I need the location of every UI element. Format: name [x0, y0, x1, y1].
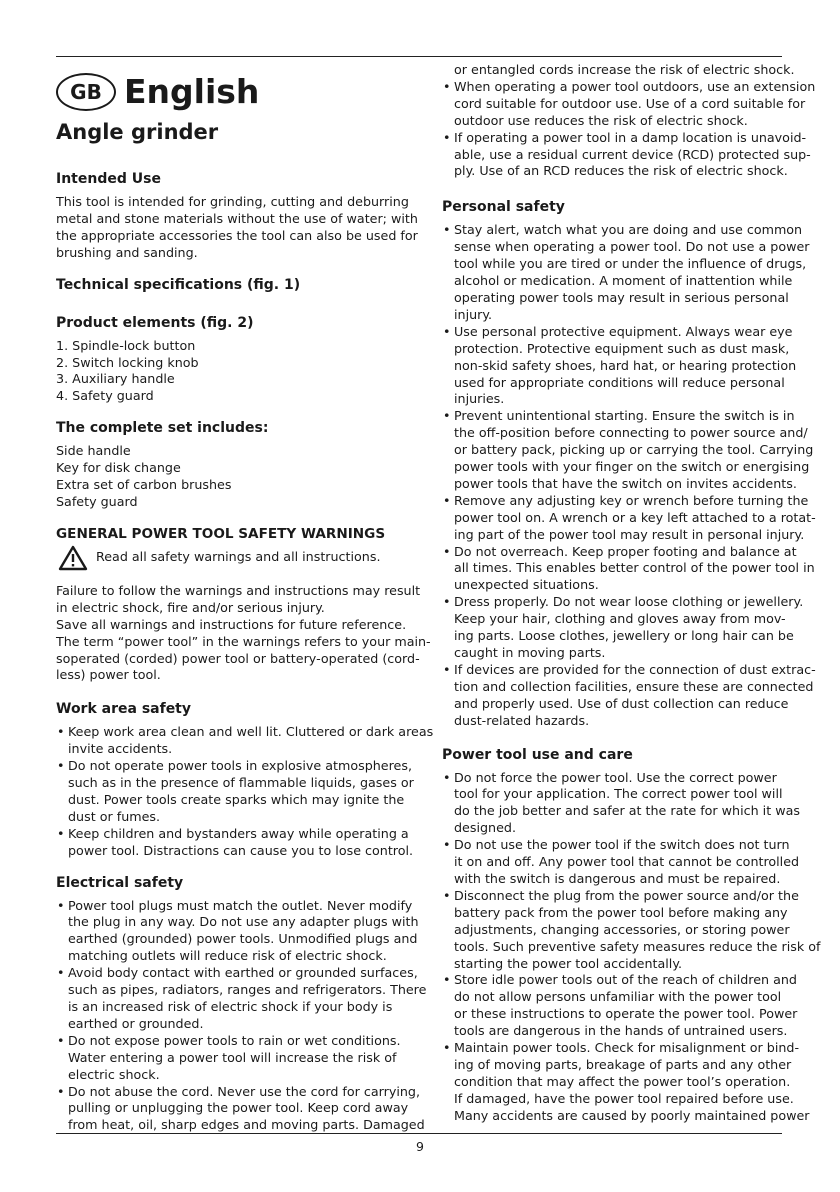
- bullet-line: • Remove any adjusting key or wrench before turning the: [454, 492, 809, 508]
- bullet-item: [56, 897, 419, 966]
- bullet-line: invite accidents.: [68, 741, 173, 757]
- page-number: 9: [416, 1139, 424, 1154]
- bullet-line: • Do not use the power tool if the switch does not turn: [454, 837, 790, 853]
- bullet-line: protection. Protective equipment such as dust mask,: [454, 340, 790, 356]
- bullet-line: dust-related hazards.: [454, 712, 590, 728]
- text-line: 1. Spindle-lock button: [56, 337, 196, 353]
- bullet-line: is an increased risk of electric shock if your body is: [68, 999, 393, 1014]
- heading-complete-set: The complete set includes:: [56, 420, 269, 437]
- bullet-line: earthed (grounded) power tools. Unmodified plugs and: [68, 931, 418, 947]
- bullet-item: [442, 661, 816, 730]
- personal-safety-list: [442, 222, 816, 729]
- bullet-line: tools. Such preventive safety measures reduce the risk of: [454, 938, 821, 954]
- power-tool-use-list: [442, 769, 821, 1125]
- bullet-line: battery pack from the power tool before making any: [454, 904, 788, 920]
- heading-personal-safety: Personal safety: [442, 199, 565, 216]
- bullet-line: If damaged, have the power tool repaired before use.: [454, 1090, 794, 1106]
- bullet-line: the off-position before connecting to power source and/: [454, 425, 808, 441]
- bullet-line: sense when operating a power tool. Do not use a power: [454, 239, 810, 255]
- bullet-line: • Keep work area clean and well lit. Cluttered or dark areas: [68, 724, 434, 740]
- text-line: 4. Safety guard: [56, 388, 154, 404]
- bullet-line: • Keep children and bystanders away while operating a: [68, 825, 409, 841]
- bullet-line: • Store idle power tools out of the reach of children and: [454, 972, 797, 988]
- bullet-item: [442, 323, 797, 409]
- bullet-line: tools are dangerous in the hands of untrained users.: [454, 1023, 788, 1039]
- product-elements-list: [56, 338, 401, 406]
- bullet-item: [442, 887, 821, 973]
- bullet-line: Keep your hair, clothing and gloves away from mov-: [454, 611, 786, 627]
- bullet-line: • Prevent unintentional starting. Ensure the switch is in: [454, 408, 795, 424]
- language-title: English: [124, 71, 260, 111]
- bullet-line: condition that may affect the power tool’s operation.: [454, 1073, 791, 1089]
- bullet-item: [442, 837, 800, 888]
- heading-work-area-safety: Work area safety: [56, 701, 192, 718]
- bullet-line: Many accidents are caused by poorly maintained power: [454, 1107, 810, 1123]
- bullet-line: with the switch is dangerous and must be repaired.: [454, 870, 781, 886]
- bullet-line: • Do not overreach. Keep proper footing and balance at: [454, 543, 797, 559]
- bullet-line: unexpected situations.: [454, 577, 599, 593]
- bullet-line: ply. Use of an RCD reduces the risk of electric shock.: [454, 163, 788, 179]
- general-warnings-text: [56, 582, 431, 684]
- bullet-item: [56, 724, 434, 758]
- bullet-line: the plug in any way. Do not use any adapter plugs with: [68, 914, 419, 930]
- bullet-item: [442, 769, 800, 838]
- intended-use-text: [56, 194, 418, 262]
- text-line: Safety guard: [56, 493, 138, 509]
- text-line: Side handle: [56, 443, 131, 459]
- bullet-line: injuries.: [454, 391, 505, 407]
- bullet-line: power tool. Distractions can cause you to lose control.: [68, 842, 414, 858]
- bullet-line: tion and collection facilities, ensure these are connected: [454, 678, 814, 694]
- text-line: This tool is intended for grinding, cutting and deburring: [56, 194, 409, 209]
- bullet-item: [442, 972, 798, 1040]
- bullet-line: non-skid safety shoes, hard hat, or hearing protection: [454, 357, 797, 373]
- bullet-line: • Maintain power tools. Check for misalignment or bind-: [454, 1040, 800, 1056]
- bullet-line: • Do not expose power tools to rain or wet conditions.: [68, 1032, 401, 1048]
- warning-row: [58, 543, 401, 573]
- bullet-line: alcohol or medication. A moment of inattention while: [454, 273, 793, 289]
- bullet-line: pulling or unplugging the power tool. Keep cord away: [68, 1100, 409, 1116]
- bullet-line: all times. This enables better control of the power tool in: [454, 560, 815, 576]
- bullet-item: [442, 78, 816, 130]
- text-line: or entangled cords increase the risk of electric shock.: [454, 62, 795, 77]
- bullet-line: • Avoid body contact with earthed or grounded surfaces,: [68, 965, 418, 981]
- bullet-line: ing of moving parts, breakage of parts and any other: [454, 1056, 792, 1072]
- bullet-line: • When operating a power tool outdoors, use an extension: [454, 78, 816, 94]
- text-line: The term “power tool” in the warnings refers to your main-: [56, 633, 431, 649]
- bullet-item: [56, 965, 427, 1033]
- bullet-line: outdoor use reduces the risk of electric shock.: [454, 112, 748, 128]
- text-line: the appropriate accessories the tool can also be used for: [56, 227, 418, 243]
- bullet-item: [442, 222, 810, 323]
- bullet-line: or battery pack, picking up or carrying the tool. Carrying: [454, 442, 814, 458]
- bullet-line: able, use a residual current device (RCD) protected sup-: [454, 146, 811, 162]
- bullet-line: adjustments, changing accessories, or storing power: [454, 921, 790, 937]
- heading-power-tool-use: Power tool use and care: [442, 746, 633, 763]
- bullet-item: [442, 492, 816, 544]
- bullet-item: [442, 129, 811, 181]
- bullet-line: injury.: [454, 306, 493, 322]
- bullet-line: • If operating a power tool in a damp location is unavoid-: [454, 129, 807, 145]
- bullet-line: • Do not abuse the cord. Never use the cord for carrying,: [68, 1083, 421, 1099]
- bullet-line: dust or fumes.: [68, 808, 161, 824]
- bullet-line: do the job better and safer at the rate for which it was: [454, 803, 800, 819]
- bullet-line: • Disconnect the plug from the power source and/or the: [454, 887, 799, 903]
- bullet-line: matching outlets will reduce risk of electric shock.: [68, 948, 387, 964]
- bullet-line: • Dress properly. Do not wear loose clothing or jewellery.: [454, 594, 804, 610]
- bullet-line: such as in the presence of flammable liquids, gases or: [68, 775, 414, 791]
- bullet-line: and properly used. Use of dust collection can reduce: [454, 695, 789, 711]
- bullet-line: • Stay alert, watch what you are doing and use common: [454, 222, 803, 238]
- bullet-line: used for appropriate conditions will reduce personal: [454, 374, 785, 390]
- bullet-line: earthed or grounded.: [68, 1015, 204, 1031]
- bullet-line: operating power tools may result in serious personal: [454, 289, 789, 305]
- text-line: metal and stone materials without the use of water; with: [56, 210, 418, 226]
- warning-text: Read all safety warnings and all instructions.: [96, 549, 381, 565]
- heading-general-warnings: GENERAL POWER TOOL SAFETY WARNINGS: [56, 525, 386, 542]
- bullet-line: • Do not operate power tools in explosive atmospheres,: [68, 758, 412, 774]
- right-column: [442, 62, 821, 1125]
- bullet-line: such as pipes, radiators, ranges and refrigerators. There: [68, 982, 427, 998]
- bullet-item: [56, 758, 414, 826]
- bullet-line: do not allow persons unfamiliar with the power tool: [454, 989, 782, 1005]
- text-line: Save all warnings and instructions for future reference.: [56, 616, 407, 632]
- text-line: Key for disk change: [56, 460, 181, 476]
- title-row: [56, 70, 401, 114]
- bullet-line: ing parts. Loose clothes, jewellery or long hair can be: [454, 628, 794, 644]
- bullet-line: • Use personal protective equipment. Always wear eye: [454, 323, 793, 339]
- bullet-item: [56, 1033, 401, 1084]
- bullet-line: it on and off. Any power tool that cannot be controlled: [454, 854, 800, 870]
- bullet-item: [442, 408, 814, 493]
- text-line: less) power tool.: [56, 667, 161, 683]
- bullet-line: • If devices are provided for the connection of dust extrac-: [454, 661, 816, 677]
- text-line: soperated (corded) power tool or battery-operated (cord-: [56, 650, 420, 666]
- warning-triangle-icon: [58, 545, 88, 571]
- text-line: in electric shock, fire and/or serious injury.: [56, 599, 325, 615]
- bottom-rule: [56, 1133, 782, 1134]
- text-line: Failure to follow the warnings and instructions may result: [56, 582, 421, 598]
- bullet-item: [442, 1040, 810, 1125]
- bullet-line: tool for your application. The correct power tool will: [454, 786, 783, 802]
- language-badge: GB: [56, 73, 116, 111]
- bullet-line: starting the power tool accidentally.: [454, 955, 683, 971]
- bullet-line: designed.: [454, 820, 516, 836]
- bullet-line: dust. Power tools create sparks which may ignite the: [68, 791, 405, 807]
- heading-product-elements: Product elements (fig. 2): [56, 314, 254, 331]
- bullet-item: [442, 543, 815, 595]
- heading-technical-specifications: Technical specifications (fig. 1): [56, 276, 301, 293]
- work-area-list: [56, 724, 434, 859]
- bullet-line: from heat, oil, sharp edges and moving parts. Damaged: [68, 1117, 425, 1133]
- electrical-list-continued: [442, 78, 816, 180]
- left-column: [56, 62, 434, 1134]
- text-line: 3. Auxiliary handle: [56, 371, 175, 387]
- bullet-line: ing part of the power tool may result in personal injury.: [454, 526, 805, 542]
- bullet-item: [56, 1083, 425, 1135]
- bullet-line: cord suitable for outdoor use. Use of a cord suitable for: [454, 95, 806, 111]
- heading-intended-use: Intended Use: [56, 171, 161, 187]
- bullet-item: [442, 594, 804, 662]
- text-line: 2. Switch locking knob: [56, 354, 199, 370]
- bullet-line: or these instructions to operate the power tool. Power: [454, 1006, 798, 1022]
- electrical-list: [56, 897, 427, 1135]
- document-title: Angle grinder: [56, 120, 219, 144]
- bullet-item: [56, 825, 414, 860]
- top-rule: [56, 56, 782, 57]
- bullet-line: Water entering a power tool will increase the risk of: [68, 1049, 397, 1065]
- bullet-line: power tool on. A wrench or a key left attached to a rotat-: [454, 509, 816, 525]
- bullet-line: power tools with your finger on the switch or energising: [454, 459, 810, 475]
- text-line: brushing and sanding.: [56, 244, 198, 260]
- bullet-line: • Power tool plugs must match the outlet. Never modify: [68, 897, 413, 913]
- bullet-line: tool while you are tired or under the influence of drugs,: [454, 256, 807, 272]
- text-line: Extra set of carbon brushes: [56, 477, 232, 493]
- complete-set-list: [56, 443, 401, 511]
- bullet-line: • Do not force the power tool. Use the correct power: [454, 769, 777, 785]
- bullet-line: electric shock.: [68, 1066, 160, 1082]
- bullet-line: caught in moving parts.: [454, 645, 606, 660]
- heading-electrical-safety: Electrical safety: [56, 874, 184, 891]
- electrical-continuation: [442, 62, 795, 79]
- bullet-line: power tools that have the switch on invites accidents.: [454, 475, 797, 491]
